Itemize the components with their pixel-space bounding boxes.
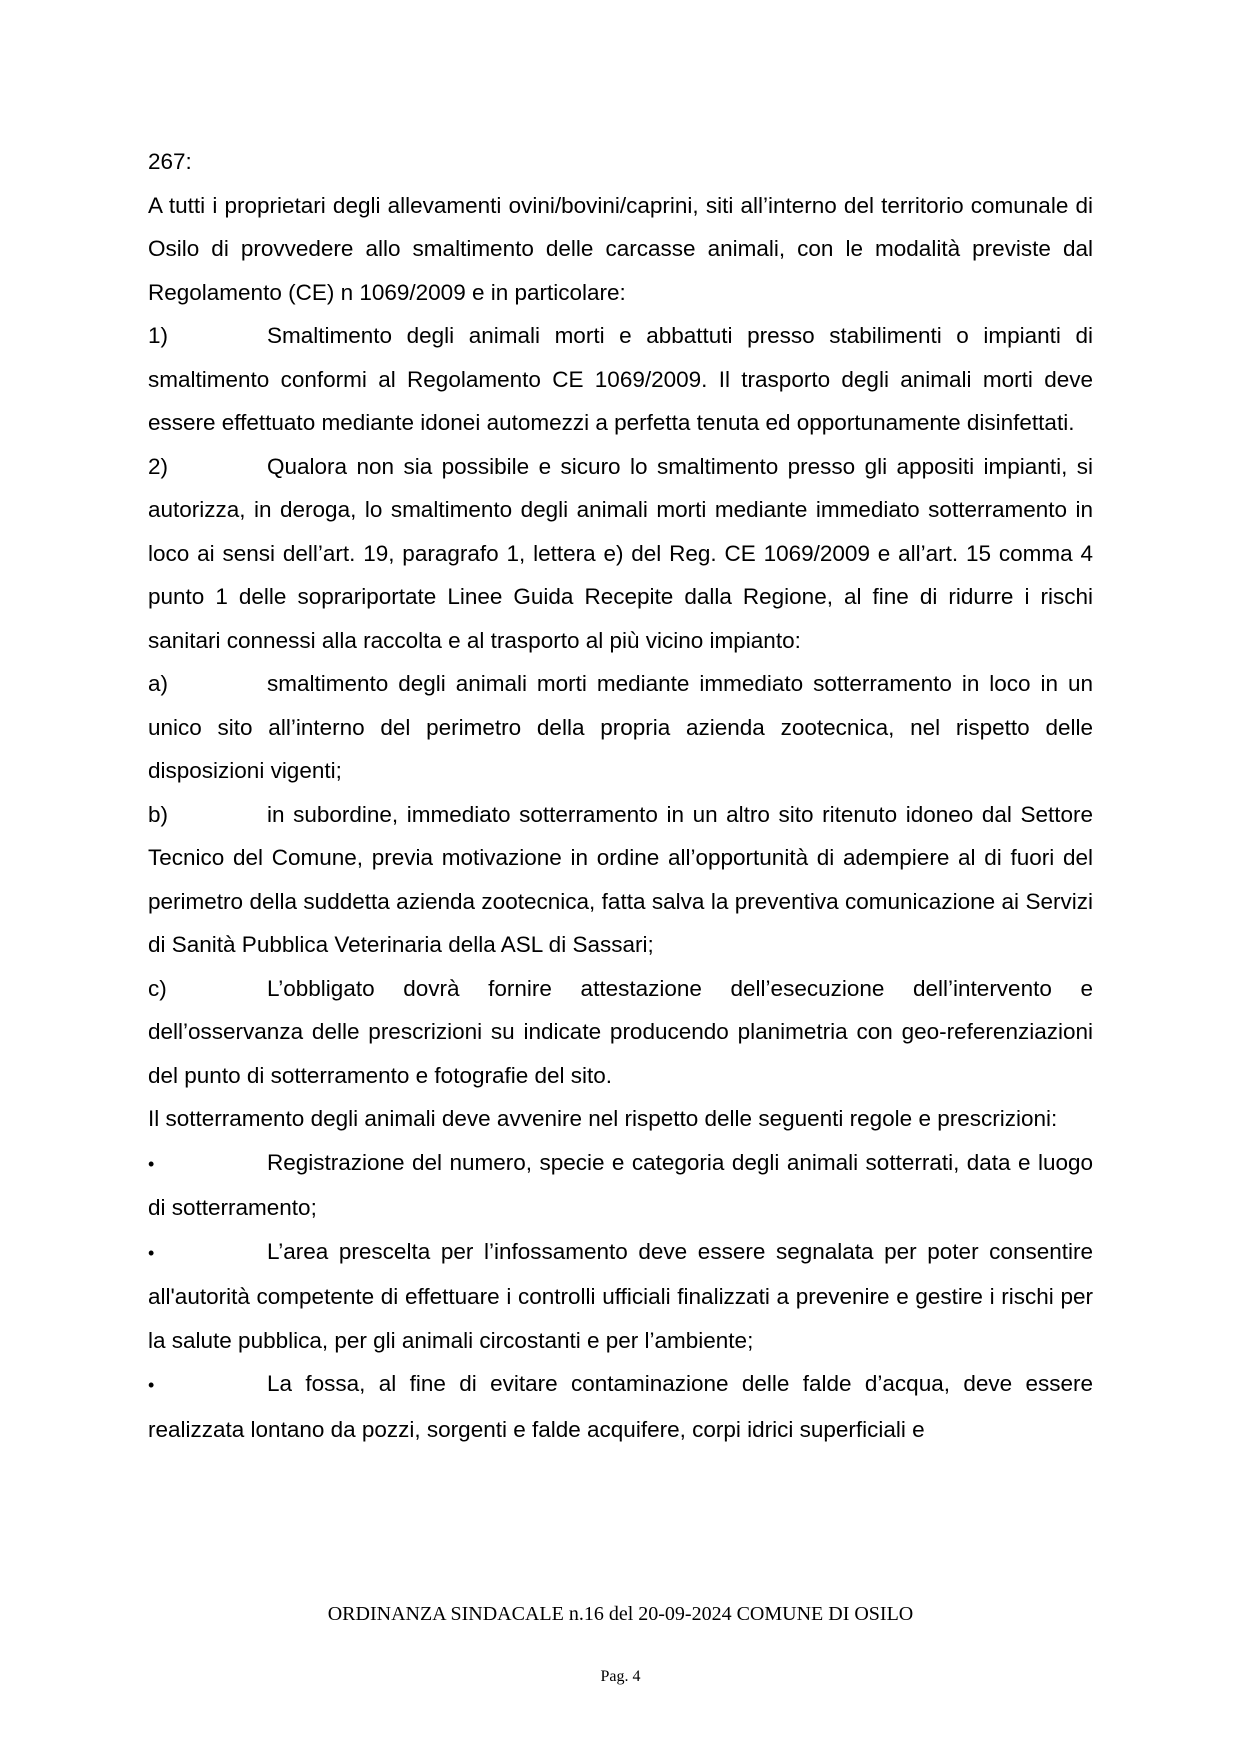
page-number: Pag. 4 bbox=[600, 1668, 641, 1685]
section-lead: 267: bbox=[148, 149, 192, 174]
list-item-text: L’obbligato dovrà fornire attestazione dell’esecuzione dell’intervento e dell’osservanza delle prescrizioni su indicate producendo planimetria con geo-referenziazioni del punto di sotterramento e fotografie del sito. bbox=[148, 975, 1093, 1088]
list-marker: c) bbox=[148, 975, 167, 1001]
intro-paragraph: A tutti i proprietari degli allevamenti ovini/bovini/caprini, siti all’interno del territorio comunale di Osilo di provvedere allo smaltimento delle carcasse animali, con le modalità previste dal Regolamento (CE) n 1069/2009 e in particolare: bbox=[148, 192, 1093, 305]
rules-intro-paragraph: Il sotterramento degli animali deve avvenire nel rispetto delle seguenti regole e prescrizioni: bbox=[148, 1106, 1058, 1131]
bullet-icon: • bbox=[148, 1153, 155, 1174]
ordinance-footer: ORDINANZA SINDACALE n.16 del 20-09-2024 COMUNE DI OSILO bbox=[327, 1603, 914, 1625]
bullet-icon: • bbox=[148, 1375, 155, 1395]
list-item-2 bbox=[148, 445, 1093, 663]
bullet-icon: • bbox=[148, 1242, 155, 1263]
list-marker: a) bbox=[148, 671, 169, 696]
bullet-item-3 bbox=[148, 1362, 1093, 1451]
bullet-item-1 bbox=[148, 1141, 1093, 1230]
bullet-item-2 bbox=[148, 1230, 1093, 1363]
list-item-c bbox=[148, 967, 1093, 1098]
list-item-text: Qualora non sia possibile e sicuro lo smaltimento presso gli appositi impianti, si autorizza, in deroga, lo smaltimento degli animali morti mediante immediato sotterramento in loco ai sensi dell’art. 19, paragrafo 1, lettera e) del Reg. CE 1069/2009 e all’art. 15 comma 4 punto 1 delle soprariportate Linee Guida Recepite dalla Regione, al fine di ridurre i rischi sanitari connessi alla raccolta e al trasporto al più vicino impianto: bbox=[148, 453, 1093, 653]
list-item-text: Smaltimento degli animali morti e abbattuti presso stabilimenti o impianti di smaltimento conformi al Regolamento CE 1069/2009. Il trasporto degli animali morti deve essere effettuato mediante idonei automezzi a perfetta tenuta ed opportunamente disinfettati. bbox=[148, 323, 1093, 435]
list-marker: 1) bbox=[148, 323, 169, 348]
bullet-item-text: L’area prescelta per l’infossamento deve essere segnalata per poter consentire all'autorità competente di effettuare i controlli ufficiali finalizzati a prevenire e gestire i rischi per la salute pubblica, per gli animali circostanti e per l’ambiente; bbox=[148, 1238, 1093, 1353]
page-body bbox=[148, 140, 1093, 1451]
list-marker: 2) bbox=[148, 453, 169, 479]
list-item-text: smaltimento degli animali morti mediante immediato sotterramento in loco in un unico sito all’interno del perimetro della propria azienda zootecnica, nel rispetto delle disposizioni vigenti; bbox=[148, 671, 1093, 783]
list-item-a bbox=[148, 662, 1093, 793]
list-item-b bbox=[148, 793, 1093, 967]
bullet-item-text: Registrazione del numero, specie e categoria degli animali sotterrati, data e luogo di sotterramento; bbox=[148, 1149, 1093, 1220]
list-item-text: in subordine, immediato sotterramento in un altro sito ritenuto idoneo dal Settore Tecnico del Comune, previa motivazione in ordine all’opportunità di adempiere al di fuori del perimetro della suddetta azienda zootecnica, fatta salva la preventiva comunicazione ai Servizi di Sanità Pubblica Veterinaria della ASL di Sassari; bbox=[148, 801, 1093, 957]
bullet-item-text: La fossa, al fine di evitare contaminazione delle falde d’acqua, deve essere realizzata lontano da pozzi, sorgenti e falde acquifere, corpi idrici superficiali e bbox=[148, 1371, 1093, 1442]
list-marker: b) bbox=[148, 801, 169, 827]
list-item-1 bbox=[148, 314, 1093, 445]
